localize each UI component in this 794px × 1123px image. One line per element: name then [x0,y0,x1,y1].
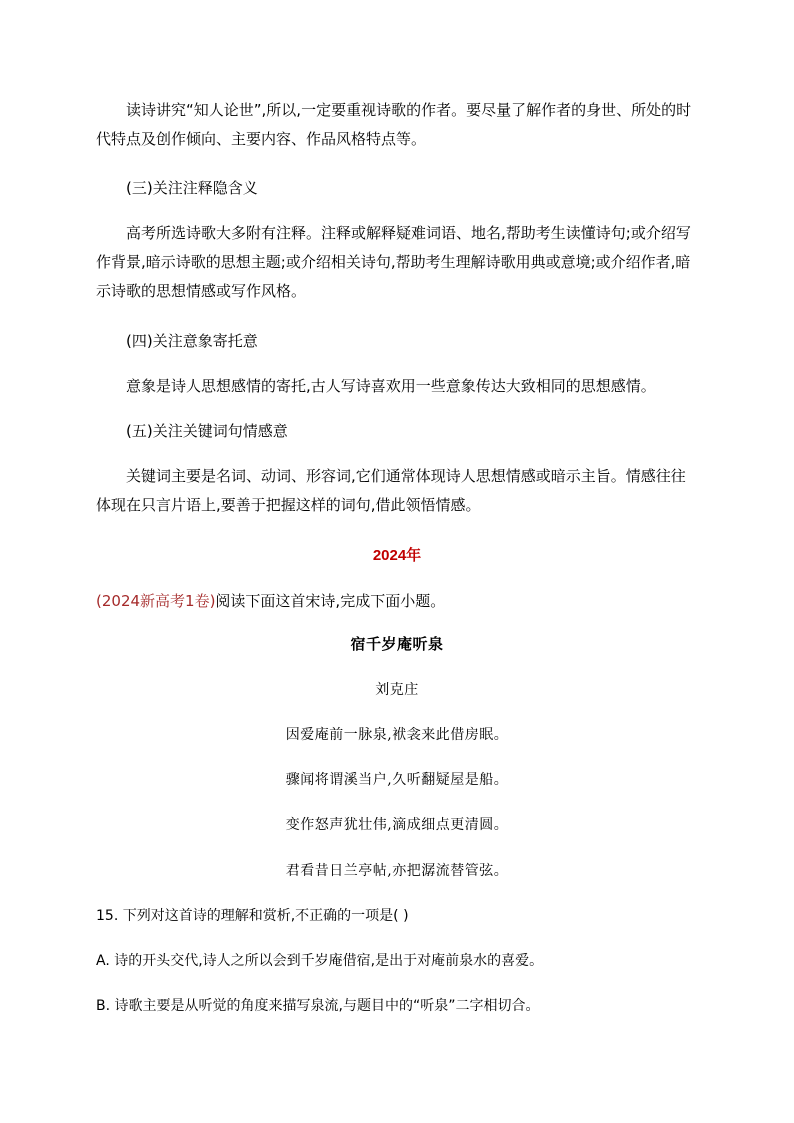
paragraph-annotations: 高考所选诗歌大多附有注释。注释或解释疑难词语、地名,帮助考生读懂诗句;或介绍写作背景,暗示诗歌的思想主题;或介绍相关诗句,帮助考生理解诗歌用典或意境;或介绍作者,暗示诗歌的思想情感或写作风格。 [96,224,691,300]
poem-line: 变作怒声犹壮伟,滴成细点更清圆。 [285,817,509,833]
question-stem: 15. 下列对这首诗的理解和赏析,不正确的一项是( ) [96,908,409,924]
section-heading-5: (五)关注关键词句情感意 [126,422,288,440]
question-intro [96,587,700,616]
poem-title: 宿千岁庵听泉 [350,635,444,653]
poem-line: 君看昔日兰亭帖,亦把潺流替管弦。 [285,863,509,879]
paragraph-know-author: 读诗讲究“知人论世”,所以,一定要重视诗歌的作者。要尽量了解作者的身世、所处的时代特点及创作倾向、主要内容、作品风格特点等。 [96,101,692,148]
section-heading-3: (三)关注注释隐含义 [126,179,258,197]
option-a: A. 诗的开头交代,诗人之所以会到千岁庵借宿,是出于对庵前泉水的喜爱。 [96,953,544,969]
section-heading-4: (四)关注意象寄托意 [126,332,258,350]
poem-line: 骤闻将谓溪当户,久听翻疑屋是船。 [285,772,509,788]
year-heading: 2024年 [372,547,422,564]
paragraph-keywords: 关键词主要是名词、动词、形容词,它们通常体现诗人思想情感或暗示主旨。情感往往体现在只言片语上,要善于把握这样的词句,借此领悟情感。 [96,467,686,514]
question-intro-text: 阅读下面这首宋诗,完成下面小题。 [215,592,446,610]
poem-line: 因爱庵前一脉泉,袱衾来此借房眠。 [285,727,509,743]
poem-author: 刘克庄 [375,682,419,698]
source-tag: (2024新高考1卷) [96,592,216,610]
paragraph-imagery: 意象是诗人思想感情的寄托,古人写诗喜欢用一些意象传达大致相同的思想感情。 [126,377,656,395]
option-b: B. 诗歌主要是从听觉的角度来描写泉流,与题目中的“听泉”二字相切合。 [96,998,540,1014]
